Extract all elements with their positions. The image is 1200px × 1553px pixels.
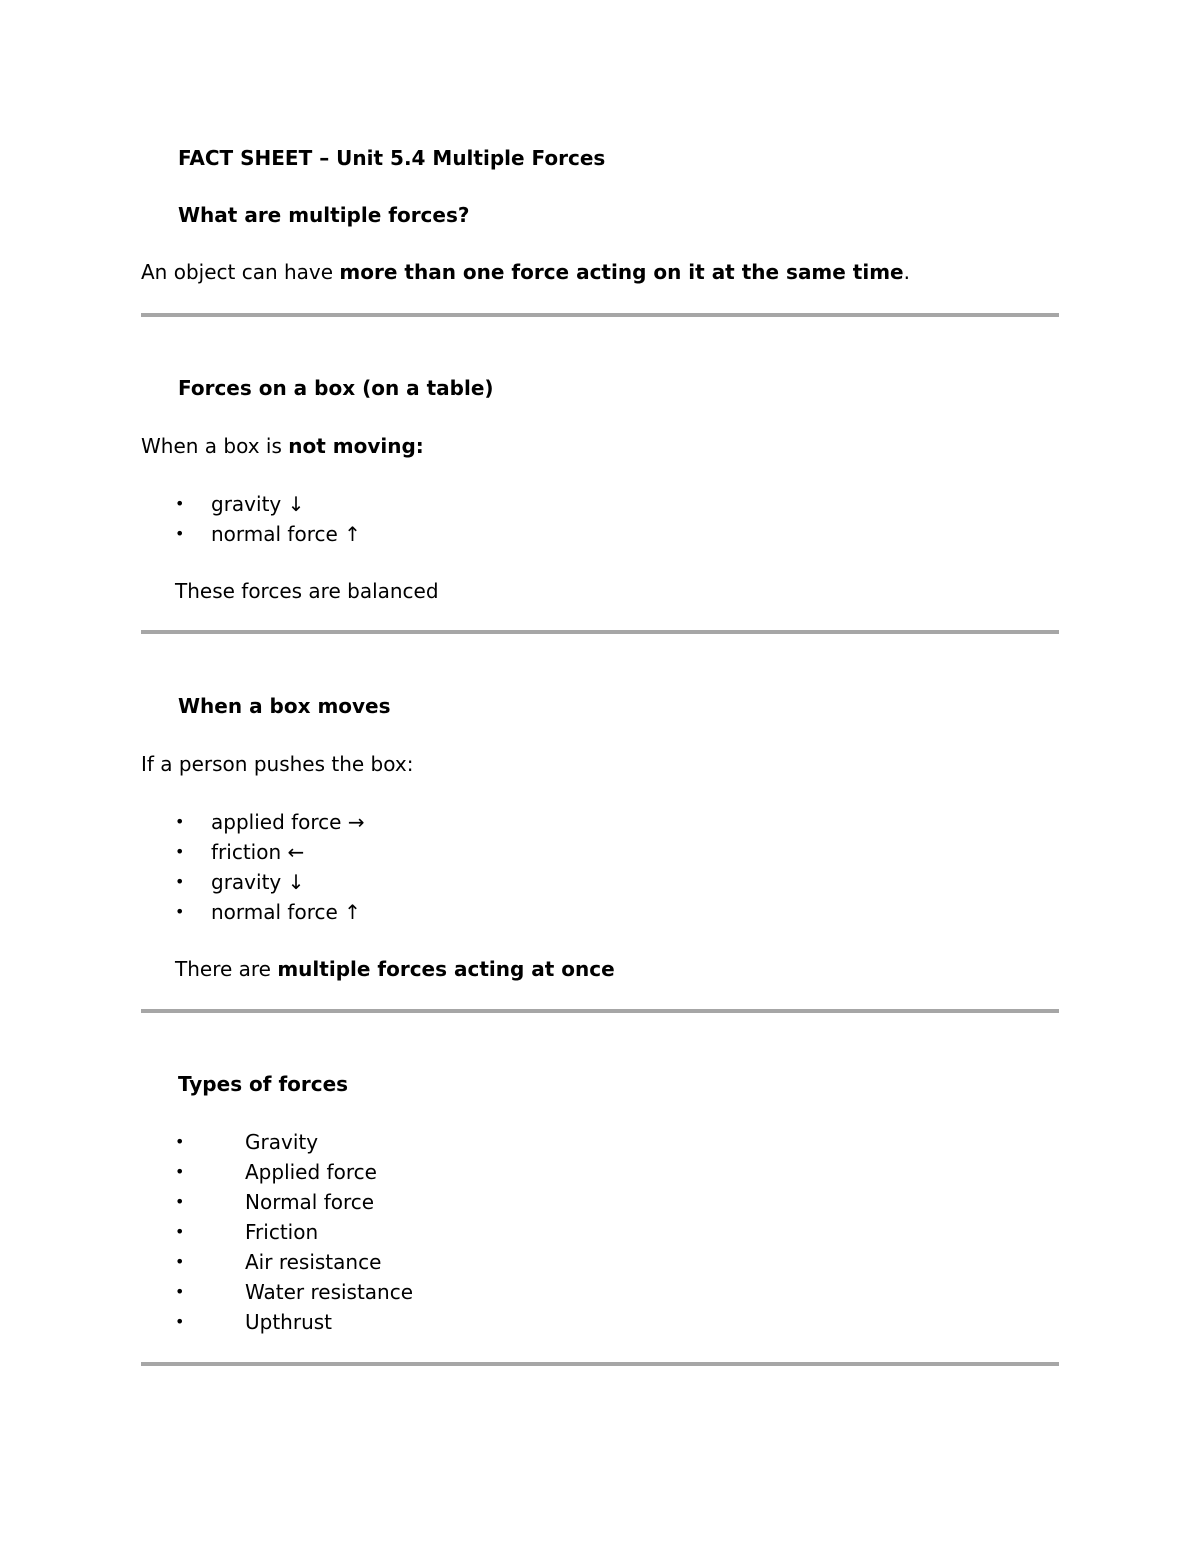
bullet: • xyxy=(175,1312,185,1331)
bullet: • xyxy=(175,1192,185,1211)
list-item: normal force ↑ xyxy=(211,900,361,924)
list-item: Water resistance xyxy=(245,1280,414,1304)
bullet: • xyxy=(175,902,185,921)
bullet: • xyxy=(175,1222,185,1241)
section-divider xyxy=(141,1009,1059,1013)
bullet: • xyxy=(175,1252,185,1271)
list-item: Applied force xyxy=(245,1160,377,1184)
intro-heading: What are multiple forces? xyxy=(178,203,470,227)
section-divider xyxy=(141,1362,1059,1366)
bullet: • xyxy=(175,494,185,513)
list-item: normal force ↑ xyxy=(211,522,361,546)
list-item: gravity ↓ xyxy=(211,492,305,516)
intro-text-emphasis: more than one force acting on it at the same time xyxy=(339,260,904,284)
box-table-conclusion: These forces are balanced xyxy=(175,579,439,603)
list-item: Upthrust xyxy=(245,1310,333,1334)
list-item: Normal force xyxy=(245,1190,375,1214)
list-item: gravity ↓ xyxy=(211,870,305,894)
box-table-heading: Forces on a box (on a table) xyxy=(178,376,494,400)
intro-text-start: An object can have xyxy=(141,260,340,284)
list-item: Gravity xyxy=(245,1130,319,1154)
bullet: • xyxy=(175,1132,185,1151)
bullet: • xyxy=(175,872,185,891)
box-moves-conclusion xyxy=(175,957,615,981)
box-table-lead xyxy=(141,434,424,458)
types-heading: Types of forces xyxy=(178,1072,349,1096)
bullet: • xyxy=(175,1282,185,1301)
section-divider xyxy=(141,630,1059,634)
list-item: Friction xyxy=(245,1220,319,1244)
intro-text-end: . xyxy=(903,260,910,284)
box-moves-lead: If a person pushes the box: xyxy=(141,752,414,776)
intro-text xyxy=(141,260,910,284)
box-moves-heading: When a box moves xyxy=(178,694,391,718)
list-item: Air resistance xyxy=(245,1250,382,1274)
bullet: • xyxy=(175,524,185,543)
section-divider xyxy=(141,313,1059,317)
bullet: • xyxy=(175,812,185,831)
list-item: friction ← xyxy=(211,840,305,864)
box-table-lead-start: When a box is xyxy=(141,434,289,458)
list-item: applied force → xyxy=(211,810,365,834)
page-title: FACT SHEET – Unit 5.4 Multiple Forces xyxy=(178,146,606,170)
box-moves-conclusion-start: There are xyxy=(175,957,278,981)
box-table-lead-emphasis: not moving: xyxy=(288,434,424,458)
bullet: • xyxy=(175,842,185,861)
bullet: • xyxy=(175,1162,185,1181)
box-moves-conclusion-emphasis: multiple forces acting at once xyxy=(277,957,615,981)
